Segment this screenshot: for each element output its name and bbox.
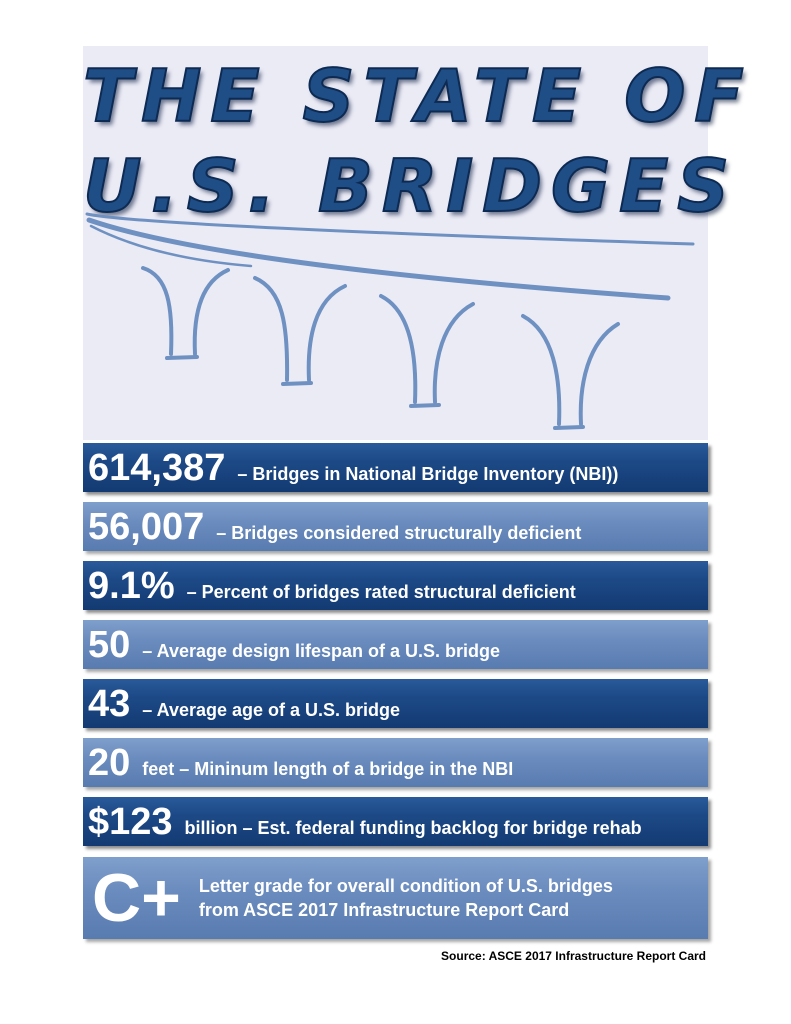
stat-row-design-lifespan — [83, 620, 708, 669]
title-panel — [83, 46, 753, 440]
grade-description-line-1: Letter grade for overall condition of U.S. bridges — [198, 876, 613, 896]
stat-value: 20 — [88, 742, 131, 784]
stat-row-deficient-percent — [83, 561, 708, 610]
stat-value: 50 — [88, 624, 131, 666]
grade-description — [199, 874, 613, 922]
stat-row-nbi-count — [83, 443, 708, 492]
stat-row-average-age — [83, 679, 708, 728]
stat-description: feet – Mininum length of a bridge in the NBI — [142, 759, 514, 779]
stat-description: billion – Est. federal funding backlog for bridge rehab — [184, 818, 642, 838]
bridge-illustration — [83, 196, 708, 440]
grade-row — [83, 857, 708, 939]
title-line-2: U.S. BRIDGES — [83, 144, 739, 228]
stat-row-funding-backlog — [83, 797, 708, 846]
grade-description-line-2: from ASCE 2017 Infrastructure Report Card — [198, 900, 570, 920]
stat-row-minimum-length — [83, 738, 708, 787]
stat-description: – Average age of a U.S. bridge — [142, 700, 401, 720]
stat-description: – Bridges considered structurally deficient — [216, 523, 582, 543]
stat-value: 614,387 — [88, 447, 226, 489]
stat-value: 43 — [88, 683, 131, 725]
stat-row-deficient-count — [83, 502, 708, 551]
stat-value: 56,007 — [88, 506, 205, 548]
stat-description: – Percent of bridges rated structural deficient — [186, 582, 576, 602]
stat-value: $123 — [88, 801, 173, 843]
stat-description: – Bridges in National Bridge Inventory (NBI)) — [237, 464, 619, 484]
stat-value: 9.1% — [88, 565, 175, 607]
letter-grade: C+ — [92, 860, 181, 936]
source-note: Source: ASCE 2017 Infrastructure Report Card — [441, 949, 706, 963]
stat-description: – Average design lifespan of a U.S. bridge — [142, 641, 501, 661]
title-line-1: THE STATE OF — [83, 54, 753, 138]
